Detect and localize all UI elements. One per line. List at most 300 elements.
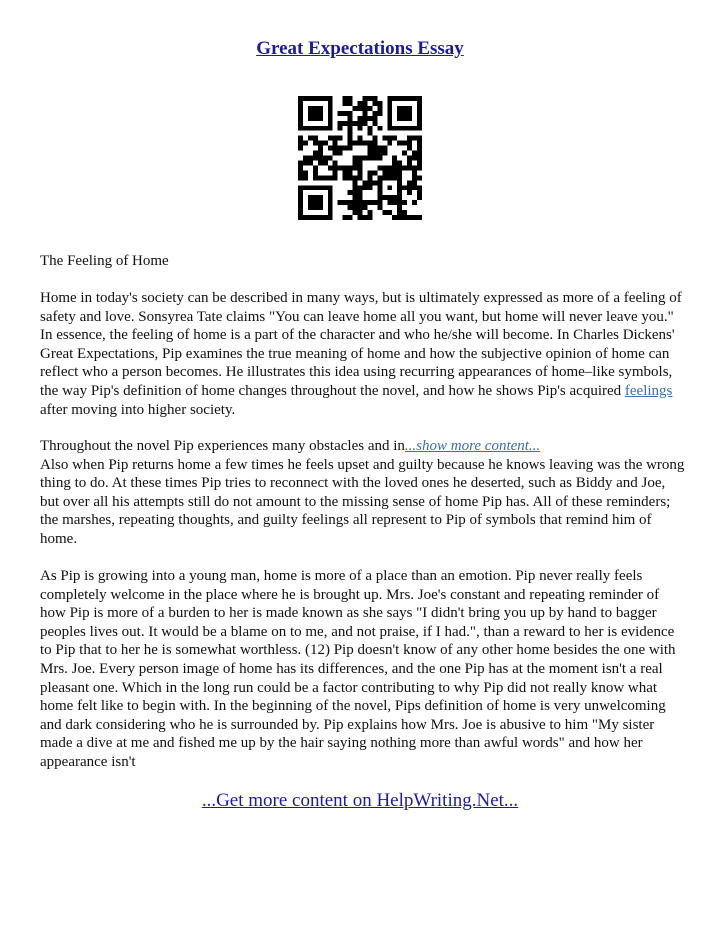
qr-module xyxy=(358,141,363,146)
qr-module xyxy=(387,170,392,175)
qr-module xyxy=(372,156,377,161)
paragraph-3 xyxy=(40,567,685,772)
qr-module xyxy=(353,210,358,215)
qr-module xyxy=(353,195,358,200)
qr-module xyxy=(308,195,313,200)
qr-module xyxy=(377,146,382,151)
qr-module xyxy=(387,141,392,146)
qr-module xyxy=(328,165,333,170)
qr-module xyxy=(353,156,358,161)
qr-module xyxy=(362,101,367,106)
qr-module xyxy=(318,111,323,116)
qr-module xyxy=(387,200,392,205)
qr-module xyxy=(377,200,382,205)
qr-module xyxy=(397,195,402,200)
qr-module xyxy=(313,106,318,111)
qr-module xyxy=(362,215,367,220)
qr-module xyxy=(338,151,343,156)
qr-module xyxy=(382,136,387,141)
feelings-link[interactable]: feelings xyxy=(624,382,673,399)
qr-module xyxy=(298,160,303,165)
qr-module xyxy=(417,175,422,180)
qr-module xyxy=(358,210,363,215)
essay-subtitle: The Feeling of Home xyxy=(40,253,169,269)
qr-module xyxy=(318,215,323,220)
qr-module xyxy=(353,160,358,165)
qr-module xyxy=(348,96,353,101)
paragraph-1 xyxy=(40,289,685,419)
qr-module xyxy=(402,111,407,116)
paragraph-1-tail: after moving into higher society. xyxy=(40,401,236,418)
qr-module xyxy=(397,106,402,111)
qr-module xyxy=(362,180,367,185)
qr-module xyxy=(407,96,412,101)
qr-module xyxy=(318,160,323,165)
qr-module xyxy=(318,185,323,190)
qr-module xyxy=(397,96,402,101)
qr-module xyxy=(417,126,422,131)
qr-module xyxy=(328,101,333,106)
qr-module xyxy=(303,170,308,175)
qr-module xyxy=(328,190,333,195)
qr-module xyxy=(298,185,303,190)
qr-module xyxy=(343,111,348,116)
qr-module xyxy=(318,126,323,131)
get-more-content-link[interactable]: ...Get more content on HelpWriting.Net... xyxy=(201,790,519,811)
qr-module xyxy=(358,136,363,141)
qr-module xyxy=(303,160,308,165)
qr-module xyxy=(372,136,377,141)
qr-module xyxy=(417,141,422,146)
qr-module xyxy=(367,131,372,136)
qr-module xyxy=(298,121,303,126)
qr-module xyxy=(387,106,392,111)
paragraph-2-text: Also when Pip returns home a few times he feels upset and guilty because he knows leaving was the wrong thing to do. At these times Pip tries to reconnect with the loved ones he deserted, such as Biddy and Joe, but over all his attempts still do not amount to the missing sense of home Pip has. All of these reminders; the marshes, repeating thoughts, and guilty feelings all represent to Pip of symbols that remind him of home. xyxy=(40,456,685,547)
qr-module xyxy=(328,200,333,205)
qr-module xyxy=(313,96,318,101)
qr-module xyxy=(377,180,382,185)
qr-module xyxy=(358,215,363,220)
qr-module xyxy=(367,106,372,111)
qr-module xyxy=(308,205,313,210)
qr-module xyxy=(353,106,358,111)
qr-module xyxy=(333,160,338,165)
qr-module xyxy=(402,116,407,121)
qr-module xyxy=(353,175,358,180)
paragraph-2-lead: Throughout the novel Pip experiences many obstacles and in xyxy=(40,438,405,454)
qr-module xyxy=(362,141,367,146)
qr-module xyxy=(348,126,353,131)
qr-module xyxy=(367,141,372,146)
qr-module xyxy=(412,200,417,205)
qr-module xyxy=(402,185,407,190)
qr-module xyxy=(402,215,407,220)
qr-module xyxy=(387,96,392,101)
qr-module xyxy=(303,215,308,220)
qr-module xyxy=(382,210,387,215)
qr-module xyxy=(402,106,407,111)
paragraph-1-text: Home in today's society can be described in many ways, but is ultimately expressed as more of a feeling of safety and love. Sonsyrea Tate claims "You can leave home all you want, but home will never leave you." In essence, the feeling of home is a part of the character and who he/she will become. In Charles Dickens' Great Expectations, Pip examines the true meaning of home and how the subjective opinion of home can reflect who a person becomes. He illustrates this idea using recurring appearances of home–like symbols, the way Pip's definition of home changes throughout the novel, and how he shows Pip's acquired xyxy=(40,290,682,399)
qr-module xyxy=(328,106,333,111)
qr-module xyxy=(367,215,372,220)
qr-module xyxy=(372,111,377,116)
qr-module xyxy=(387,165,392,170)
qr-module xyxy=(313,175,318,180)
qr-module xyxy=(298,116,303,121)
qr-module xyxy=(402,96,407,101)
qr-module xyxy=(367,175,372,180)
qr-module xyxy=(392,165,397,170)
essay-title xyxy=(0,38,720,60)
qr-module xyxy=(333,170,338,175)
qr-module xyxy=(377,190,382,195)
qr-module xyxy=(392,175,397,180)
qr-module xyxy=(367,156,372,161)
qr-module xyxy=(353,185,358,190)
qr-module xyxy=(407,160,412,165)
qr-module xyxy=(397,200,402,205)
qr-module xyxy=(387,116,392,121)
qr-module xyxy=(318,156,323,161)
qr-module xyxy=(397,165,402,170)
qr-module xyxy=(318,106,323,111)
qr-module xyxy=(298,141,303,146)
qr-module xyxy=(392,160,397,165)
qr-module xyxy=(313,165,318,170)
qr-module xyxy=(412,180,417,185)
qr-module xyxy=(308,160,313,165)
qr-module xyxy=(338,121,343,126)
qr-module xyxy=(407,106,412,111)
qr-module xyxy=(338,146,343,151)
qr-module xyxy=(298,205,303,210)
qr-module xyxy=(313,185,318,190)
qr-module xyxy=(382,165,387,170)
essay-title-link[interactable]: Great Expectations Essay xyxy=(256,38,464,59)
qr-module xyxy=(382,175,387,180)
qr-module xyxy=(308,111,313,116)
qr-module xyxy=(407,215,412,220)
qr-module xyxy=(367,180,372,185)
qr-module xyxy=(407,180,412,185)
qr-module xyxy=(328,195,333,200)
qr-module xyxy=(328,215,333,220)
qr-module xyxy=(412,170,417,175)
qr-module xyxy=(348,141,353,146)
qr-module xyxy=(353,180,358,185)
qr-module xyxy=(367,185,372,190)
qr-module xyxy=(343,121,348,126)
qr-module xyxy=(392,136,397,141)
qr-module xyxy=(303,185,308,190)
qr-module xyxy=(348,111,353,116)
qr-module xyxy=(298,136,303,141)
qr-module xyxy=(358,195,363,200)
qr-module xyxy=(392,126,397,131)
qr-module xyxy=(358,200,363,205)
paragraph-3-text: As Pip is growing into a young man, home is more of a place than an emotion. Pip never really feels completely welcome in the place where he is brought up. Mrs. Joe's constant and repeating reminder of how Pip is more of a burden to her is made known as she says "I didn't bring you up by hand to bagger peoples lives out. It would be a blame on to me, and not praise, if I had.", than a reward to her is evidence to Pip that to her he is somewhat worthless. (12) Pip doesn't know of any other home besides the one with Mrs. Joe. Every person image of home has its differences, and the one Pip has at the moment isn't a real pleasant one. Which in the long run could be a factor contributing to why Pip did not really know what home felt like to begin with. In the beginning of the novel, Pips definition of home is very unwelcoming and dark considering who he is surrounded by. Pip explains how Mrs. Joe is abusive to him "My sister made a dive at me and fished me up by the hair saying nothing more than awful words" and how her appearance isn't xyxy=(40,568,676,770)
qr-module xyxy=(377,126,382,131)
qr-module xyxy=(407,185,412,190)
qr-module xyxy=(343,200,348,205)
qr-module xyxy=(333,151,338,156)
qr-module xyxy=(333,165,338,170)
qr-module xyxy=(412,96,417,101)
qr-module xyxy=(412,215,417,220)
qr-module xyxy=(323,126,328,131)
qr-module xyxy=(367,116,372,121)
qr-module xyxy=(348,131,353,136)
qr-module xyxy=(417,215,422,220)
qr-module xyxy=(298,170,303,175)
qr-module xyxy=(303,96,308,101)
qr-module xyxy=(348,205,353,210)
qr-module xyxy=(313,170,318,175)
qr-module xyxy=(417,151,422,156)
qr-module xyxy=(298,111,303,116)
qr-module xyxy=(313,126,318,131)
qr-module xyxy=(328,116,333,121)
qr-module xyxy=(298,175,303,180)
qr-module xyxy=(372,116,377,121)
qr-module xyxy=(328,136,333,141)
qr-module xyxy=(333,175,338,180)
qr-module xyxy=(402,200,407,205)
qr-module xyxy=(372,170,377,175)
qr-module xyxy=(417,121,422,126)
qr-module xyxy=(382,195,387,200)
qr-module xyxy=(308,156,313,161)
paragraph-2 xyxy=(40,437,685,549)
qr-module xyxy=(358,170,363,175)
qr-module xyxy=(377,195,382,200)
qr-module xyxy=(387,210,392,215)
qr-module xyxy=(417,190,422,195)
qr-module xyxy=(367,210,372,215)
qr-module xyxy=(367,126,372,131)
qr-module xyxy=(313,151,318,156)
qr-module xyxy=(308,126,313,131)
qr-module xyxy=(367,200,372,205)
qr-module xyxy=(303,141,308,146)
qr-module xyxy=(377,156,382,161)
qr-module xyxy=(348,101,353,106)
qr-module xyxy=(372,121,377,126)
qr-module xyxy=(412,136,417,141)
qr-module xyxy=(343,215,348,220)
qr-module xyxy=(353,200,358,205)
qr-module xyxy=(372,200,377,205)
qr-module xyxy=(367,146,372,151)
show-more-link[interactable]: ...show more content... xyxy=(404,438,541,454)
qr-module xyxy=(402,165,407,170)
qr-module xyxy=(377,111,382,116)
qr-module xyxy=(397,210,402,215)
qr-module xyxy=(298,126,303,131)
qr-module xyxy=(328,175,333,180)
qr-module xyxy=(318,205,323,210)
qr-module xyxy=(372,96,377,101)
qr-module xyxy=(377,165,382,170)
qr-module xyxy=(348,165,353,170)
qr-module xyxy=(402,210,407,215)
qr-module xyxy=(308,96,313,101)
qr-module xyxy=(407,165,412,170)
qr-module xyxy=(298,200,303,205)
qr-module xyxy=(397,116,402,121)
qr-module xyxy=(377,151,382,156)
qr-module xyxy=(382,151,387,156)
qr-module xyxy=(358,106,363,111)
qr-module xyxy=(358,165,363,170)
qr-module xyxy=(417,116,422,121)
qr-module xyxy=(318,195,323,200)
qr-module xyxy=(372,141,377,146)
qr-module xyxy=(313,141,318,146)
qr-module xyxy=(298,190,303,195)
qr-module xyxy=(397,185,402,190)
qr-module xyxy=(417,111,422,116)
qr-module xyxy=(323,156,328,161)
qr-module xyxy=(397,215,402,220)
qr-module xyxy=(308,185,313,190)
qr-module xyxy=(407,141,412,146)
qr-module xyxy=(387,185,392,190)
qr-module xyxy=(397,190,402,195)
qr-module xyxy=(318,116,323,121)
qr-module xyxy=(318,141,323,146)
qr-module xyxy=(412,185,417,190)
qr-module xyxy=(343,146,348,151)
qr-module xyxy=(417,195,422,200)
qr-module xyxy=(358,116,363,121)
qr-module xyxy=(298,195,303,200)
qr-module xyxy=(358,190,363,195)
qr-module xyxy=(417,156,422,161)
qr-module xyxy=(343,175,348,180)
qr-module xyxy=(387,195,392,200)
qr-module xyxy=(377,175,382,180)
qr-module xyxy=(358,126,363,131)
qr-module xyxy=(358,101,363,106)
qr-module xyxy=(377,205,382,210)
qr-module xyxy=(323,185,328,190)
qr-code-icon xyxy=(298,96,422,220)
qr-module xyxy=(313,116,318,121)
qr-module xyxy=(358,156,363,161)
qr-module xyxy=(313,205,318,210)
qr-module xyxy=(353,205,358,210)
qr-module xyxy=(358,185,363,190)
qr-module xyxy=(318,200,323,205)
qr-module xyxy=(417,185,422,190)
qr-module xyxy=(318,175,323,180)
qr-module xyxy=(358,160,363,165)
qr-module xyxy=(407,146,412,151)
qr-module xyxy=(362,185,367,190)
qr-module xyxy=(407,116,412,121)
qr-module xyxy=(417,165,422,170)
qr-module xyxy=(377,185,382,190)
qr-module xyxy=(377,106,382,111)
qr-module xyxy=(407,156,412,161)
qr-module xyxy=(417,96,422,101)
qr-module xyxy=(402,151,407,156)
qr-module xyxy=(358,175,363,180)
qr-module xyxy=(397,180,402,185)
qr-module xyxy=(412,175,417,180)
qr-module xyxy=(387,136,392,141)
qr-module xyxy=(387,111,392,116)
qr-module xyxy=(333,136,338,141)
qr-module xyxy=(417,136,422,141)
qr-module xyxy=(313,156,318,161)
qr-module xyxy=(338,165,343,170)
qr-module xyxy=(343,165,348,170)
qr-module xyxy=(417,160,422,165)
qr-module xyxy=(303,156,308,161)
qr-module xyxy=(308,215,313,220)
qr-module xyxy=(343,96,348,101)
qr-module xyxy=(348,136,353,141)
qr-module xyxy=(348,146,353,151)
qr-module xyxy=(387,175,392,180)
qr-module xyxy=(348,190,353,195)
qr-module xyxy=(402,126,407,131)
qr-module xyxy=(372,180,377,185)
qr-module xyxy=(392,200,397,205)
qr-module xyxy=(348,215,353,220)
qr-module xyxy=(323,141,328,146)
qr-module xyxy=(343,170,348,175)
qr-module xyxy=(407,126,412,131)
qr-module xyxy=(372,101,377,106)
qr-module xyxy=(397,126,402,131)
qr-module xyxy=(362,156,367,161)
qr-module xyxy=(313,200,318,205)
qr-module xyxy=(392,215,397,220)
qr-module xyxy=(328,205,333,210)
qr-module xyxy=(362,96,367,101)
qr-module xyxy=(298,146,303,151)
qr-module xyxy=(362,111,367,116)
qr-module xyxy=(397,170,402,175)
qr-module xyxy=(298,101,303,106)
qr-module xyxy=(313,111,318,116)
qr-module xyxy=(308,106,313,111)
qr-module xyxy=(303,175,308,180)
qr-module xyxy=(298,210,303,215)
qr-module xyxy=(358,205,363,210)
qr-module xyxy=(367,170,372,175)
qr-module xyxy=(392,96,397,101)
qr-module xyxy=(298,215,303,220)
qr-module xyxy=(343,101,348,106)
qr-module xyxy=(387,126,392,131)
qr-module xyxy=(372,146,377,151)
qr-module xyxy=(392,156,397,161)
qr-module xyxy=(397,205,402,210)
qr-module xyxy=(382,146,387,151)
qr-module xyxy=(397,141,402,146)
qr-module xyxy=(392,170,397,175)
qr-module xyxy=(338,111,343,116)
qr-module xyxy=(328,126,333,131)
qr-module xyxy=(303,126,308,131)
qr-module xyxy=(362,205,367,210)
qr-module xyxy=(348,116,353,121)
qr-module xyxy=(298,96,303,101)
